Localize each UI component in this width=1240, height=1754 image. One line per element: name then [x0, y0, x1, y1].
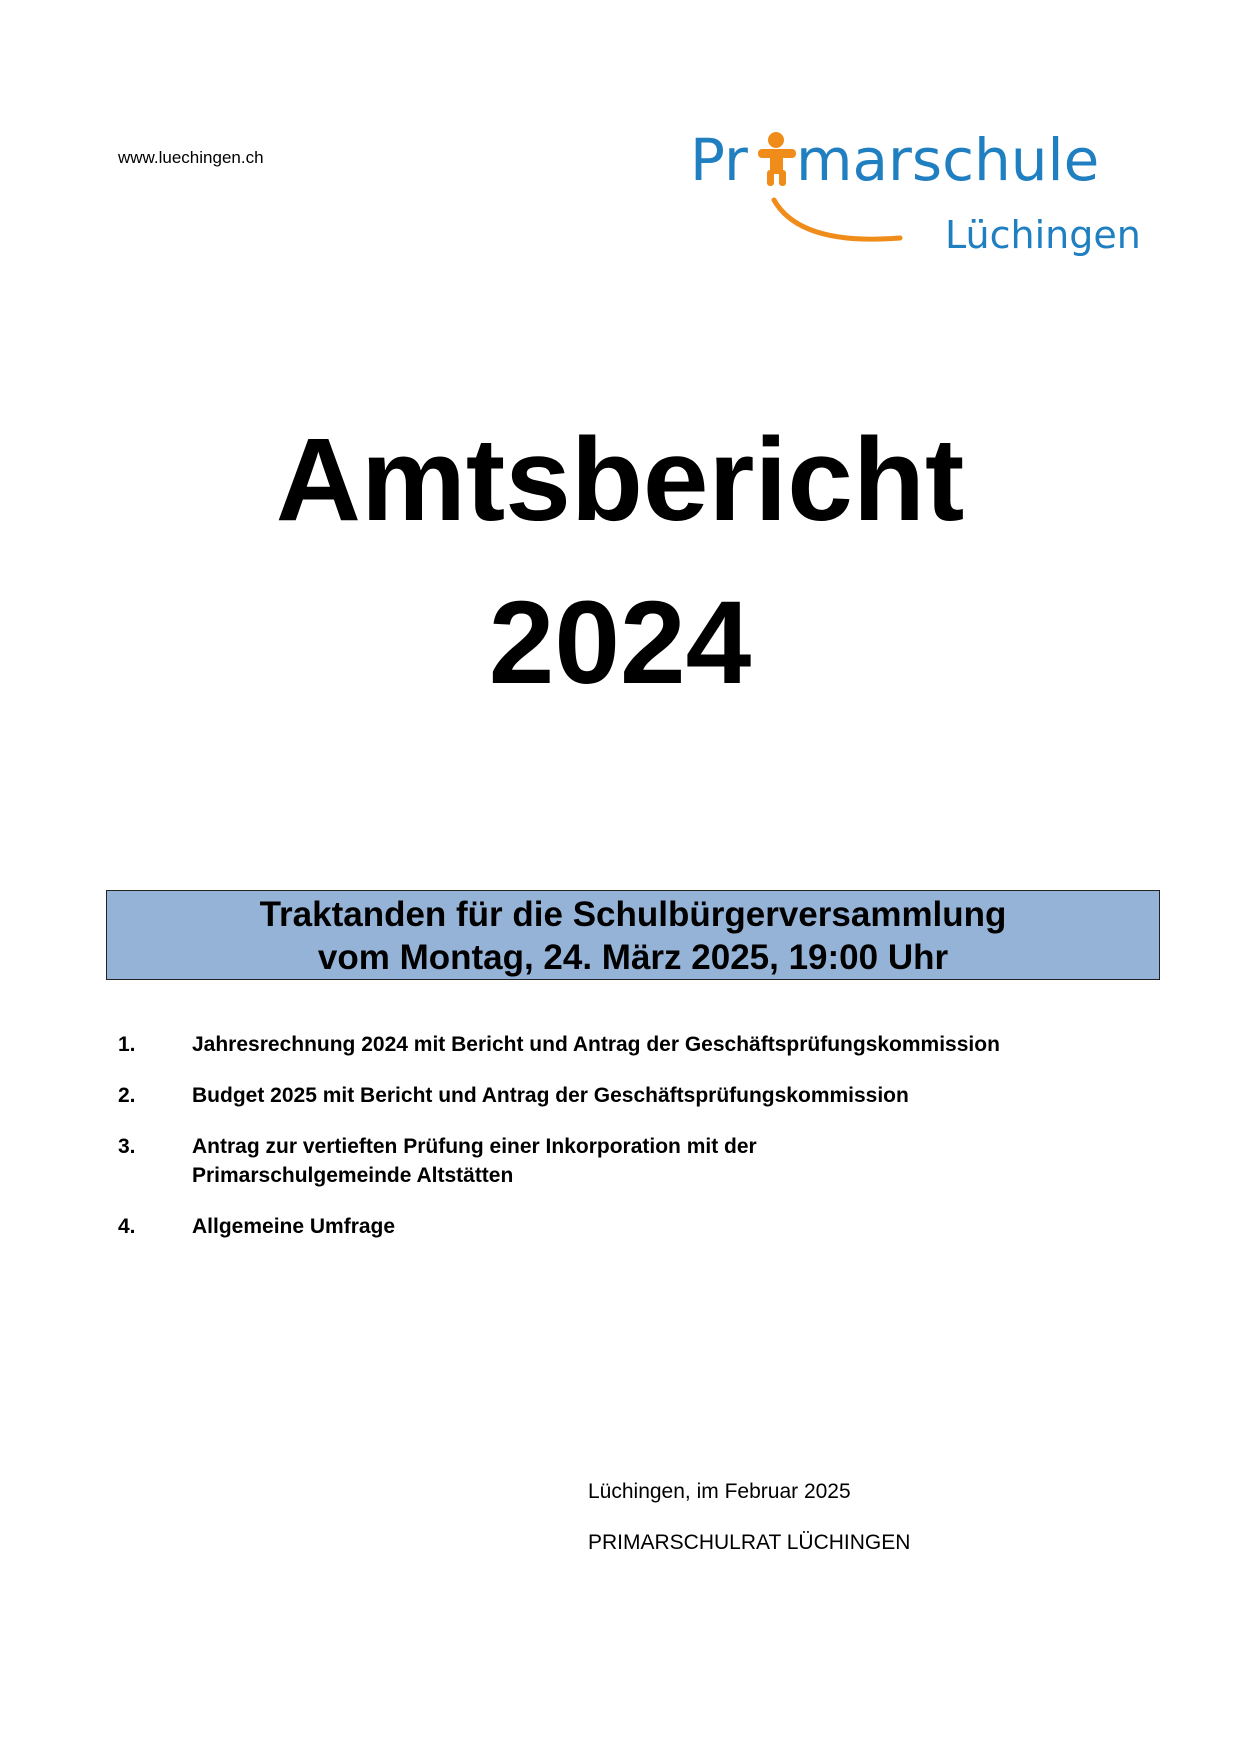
school-logo	[690, 128, 1170, 278]
agenda-item-text: Budget 2025 mit Bericht und Antrag der Geschäftsprüfungskommission	[192, 1084, 909, 1107]
agenda-item	[118, 1030, 1168, 1059]
agenda-item-text: Jahresrechnung 2024 mit Bericht und Antrag der Geschäftsprüfungskommission	[192, 1033, 1000, 1056]
agenda-item-text: Antrag zur vertieften Prüfung einer Inkorporation mit der Primarschulgemeinde Altstätten	[192, 1135, 757, 1187]
agenda-item-number: 3.	[118, 1135, 136, 1158]
agenda-item-number: 1.	[118, 1033, 136, 1056]
logo-text-luechingen: Lüchingen	[945, 213, 1141, 257]
agenda-item-text: Allgemeine Umfrage	[192, 1215, 396, 1238]
agenda-heading-line1: Traktanden für die Schulbürgerversammlung	[259, 895, 1007, 934]
agenda-item-number: 4.	[118, 1215, 136, 1238]
agenda-heading-box	[106, 890, 1160, 980]
agenda-item	[118, 1132, 1168, 1190]
document-title: Amtsbericht	[275, 414, 965, 546]
child-jumping-icon	[758, 132, 796, 186]
logo-text-marschule: marschule	[796, 128, 1100, 194]
logo-text-pr: Pr	[690, 128, 748, 194]
agenda-item	[118, 1212, 1168, 1241]
agenda-list	[118, 1030, 1168, 1263]
agenda-item	[118, 1081, 1168, 1110]
agenda-item-number: 2.	[118, 1084, 136, 1107]
place-date: Lüchingen, im Februar 2025	[588, 1480, 851, 1503]
council-signature: PRIMARSCHULRAT LÜCHINGEN	[588, 1531, 911, 1554]
document-year: 2024	[488, 577, 752, 709]
agenda-heading-line2: vom Montag, 24. März 2025, 19:00 Uhr	[317, 938, 949, 977]
website-url[interactable]: www.luechingen.ch	[118, 148, 264, 167]
logo-swoosh	[774, 200, 900, 239]
